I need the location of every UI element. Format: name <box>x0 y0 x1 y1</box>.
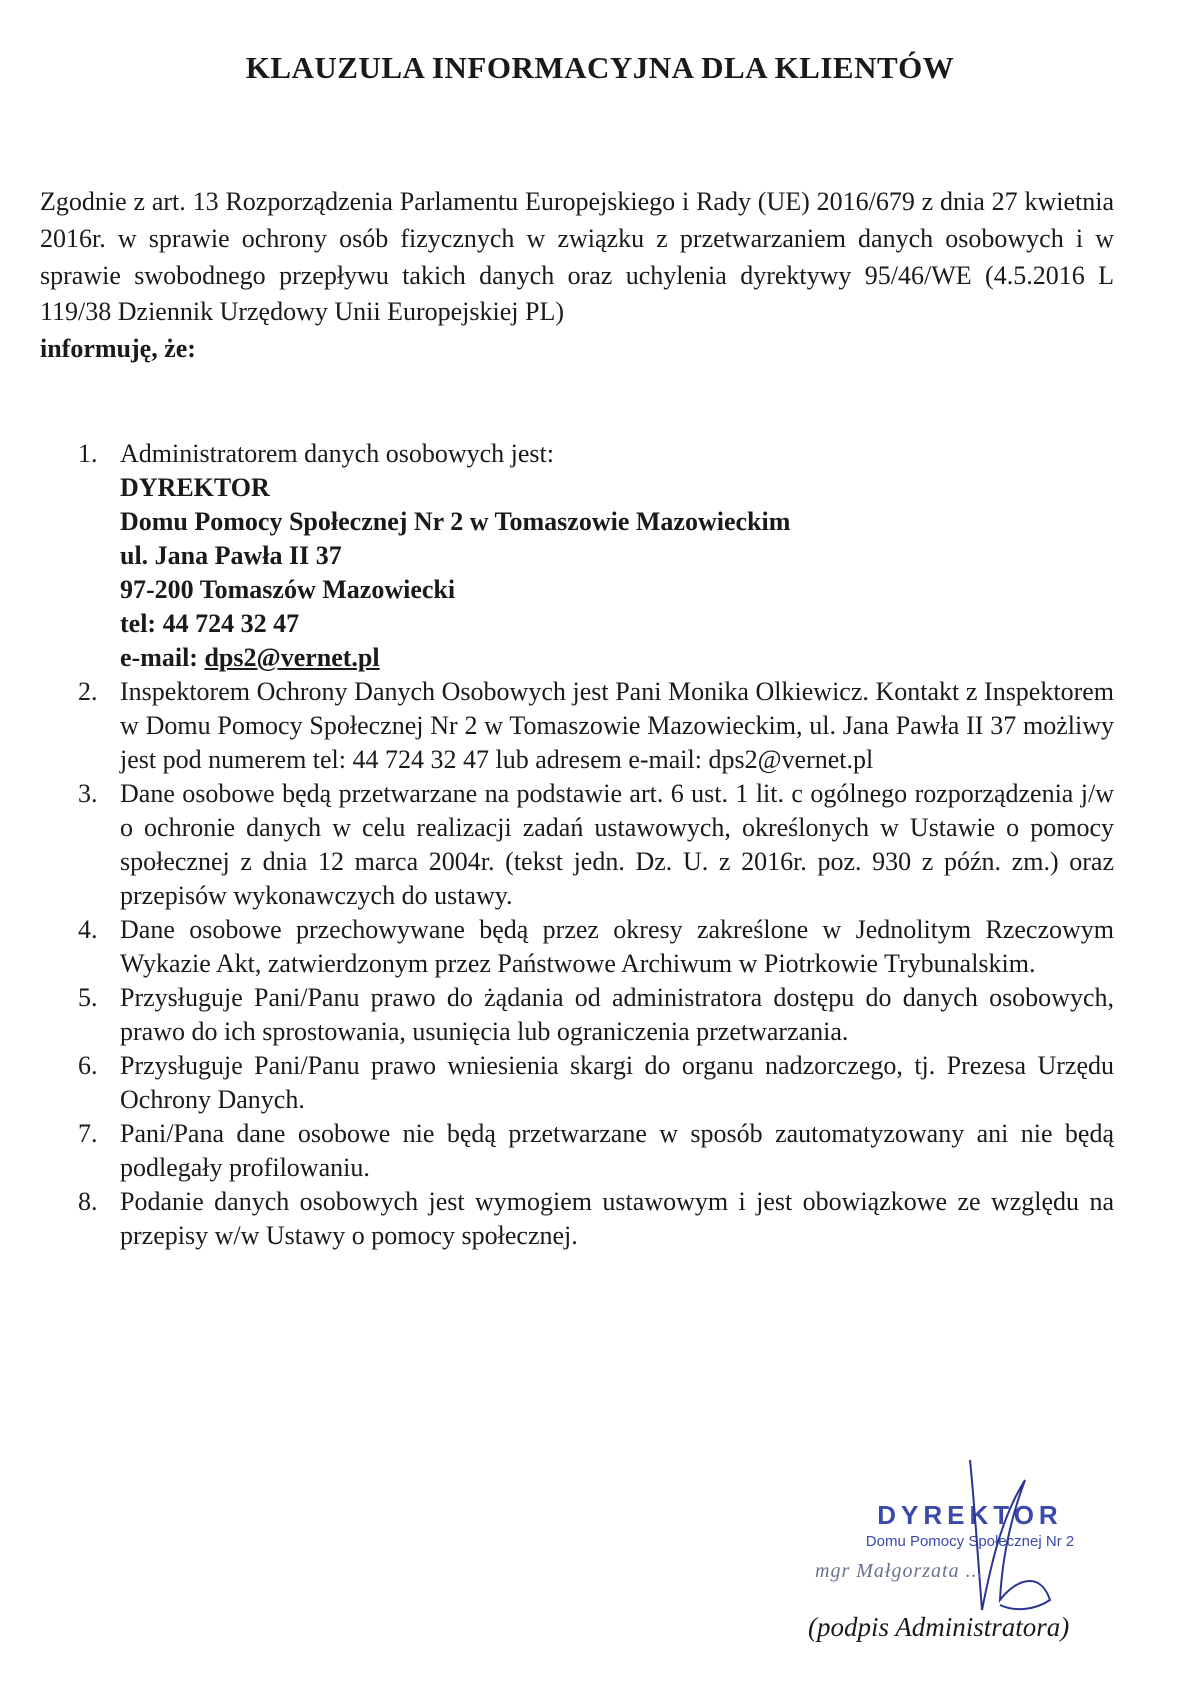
list-item <box>60 437 1114 675</box>
clause-list <box>60 437 1114 1253</box>
item-text: Inspektorem Ochrony Danych Osobowych jest Pani Monika Olkiewicz. Kontakt z Inspektorem w Domu Pomocy Społecznej Nr 2 w Tomaszowie Mazowieckim, ul. Jana Pawła II 37 możliwy jest pod numerem tel: 44 724 32 47 lub adresem e-mail: dps2@vernet.pl <box>120 677 1114 774</box>
intro-bold: informuję, że: <box>40 334 196 364</box>
list-item <box>60 913 1114 981</box>
administrator-address <box>120 471 1114 675</box>
item-text: Dane osobowe przechowywane będą przez okresy zakreślone w Jednolitym Rzeczowym Wykazie Akt, zatwierdzonym przez Państwowe Archiwum w Piotrkowie Trybunalskim. <box>120 915 1114 978</box>
item-number: 3. <box>78 779 98 808</box>
admin-line: DYREKTOR <box>120 473 270 502</box>
item-text: Podanie danych osobowych jest wymogiem ustawowym i jest obowiązkowe ze względu na przepisy w/w Ustawy o pomocy społecznej. <box>120 1187 1114 1250</box>
list-item <box>60 777 1114 913</box>
list-item <box>60 1185 1114 1253</box>
email-link[interactable]: dps2@vernet.pl <box>204 643 380 672</box>
handwritten-signature <box>930 1450 1080 1620</box>
signature-caption: (podpis Administratora) <box>808 1612 1070 1642</box>
item-number: 1. <box>78 439 98 468</box>
document-title: KLAUZULA INFORMACYJNA DLA KLIENTÓW <box>245 50 955 85</box>
list-item <box>60 981 1114 1049</box>
admin-line: ul. Jana Pawła II 37 <box>120 541 342 570</box>
item-number: 5. <box>78 983 98 1012</box>
stamp-title: DYREKTOR <box>877 1500 1063 1530</box>
item-number: 8. <box>78 1187 98 1216</box>
admin-line: Domu Pomocy Społecznej Nr 2 w Tomaszowie Mazowieckim <box>120 507 791 536</box>
item-text: Pani/Pana dane osobowe nie będą przetwarzane w sposób zautomatyzowany ani nie będą podlegały profilowaniu. <box>120 1119 1114 1182</box>
list-item <box>60 675 1114 777</box>
list-item <box>60 1117 1114 1185</box>
item-number: 4. <box>78 915 98 944</box>
item-number: 7. <box>78 1119 98 1148</box>
item-text: Przysługuje Pani/Panu prawo wniesienia skargi do organu nadzorczego, tj. Prezesa Urzędu Ochrony Danych. <box>120 1051 1114 1114</box>
intro-paragraph <box>40 184 1114 368</box>
item-text: Administratorem danych osobowych jest: <box>120 439 554 468</box>
item-number: 6. <box>78 1051 98 1080</box>
intro-text: Zgodnie z art. 13 Rozporządzenia Parlamentu Europejskiego i Rady (UE) 2016/679 z dnia 27 kwietnia 2016r. w sprawie ochrony osób fizycznych w związku z przetwarzaniem danych osobowych i w sprawie swobodnego przepływu takich danych oraz uchylenia dyrektywy 95/46/WE (4.5.2016 L 119/38 Dziennik Urzędowy Unii Europejskiej PL) <box>40 187 1114 327</box>
admin-line: tel: 44 724 32 47 <box>120 609 300 638</box>
item-text: Dane osobowe będą przetwarzane na podstawie art. 6 ust. 1 lit. c ogólnego rozporządzenia j/w o ochronie danych w celu realizacji zadań ustawowych, określonych w Ustawie o pomocy społecznej z dnia 12 marca 2004r. (tekst jedn. Dz. U. z 2016r. poz. 930 z późn. zm.) oraz przepisów wykonawczych do ustawy. <box>120 779 1114 910</box>
stamp-subtitle: Domu Pomocy Społecznej Nr 2 <box>865 1533 1075 1550</box>
stamp-name-line: mgr Małgorzata ... <box>815 1560 984 1582</box>
admin-email-line <box>120 641 1114 675</box>
admin-line: 97-200 Tomaszów Mazowiecki <box>120 575 456 604</box>
item-number: 2. <box>78 677 98 706</box>
item-text: Przysługuje Pani/Panu prawo do żądania od administratora dostępu do danych osobowych, prawo do ich sprostowania, usunięcia lub ograniczenia przetwarzania. <box>120 983 1114 1046</box>
list-item <box>60 1049 1114 1117</box>
email-label: e-mail: <box>120 643 205 672</box>
